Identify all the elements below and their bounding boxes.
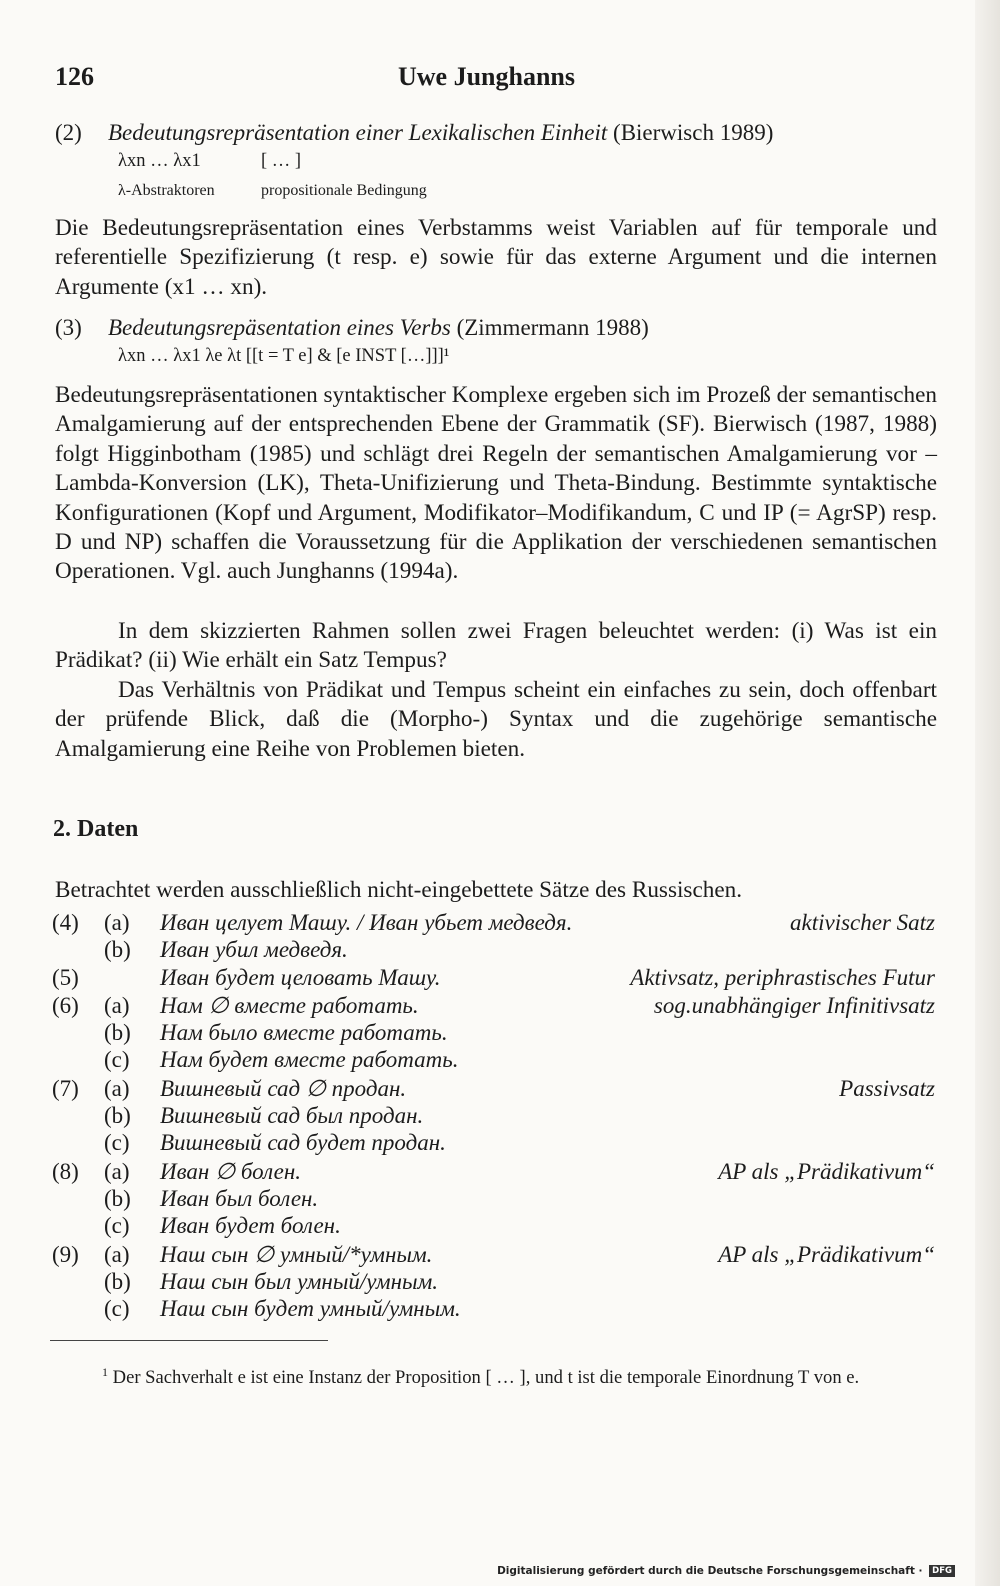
ex5-text: Иван будет целовать Машу. [160, 965, 441, 990]
ex6a-label: (a) [104, 993, 130, 1018]
ex6c-text: Нам будет вместе работать. [160, 1047, 459, 1072]
running-head-author: Uwe Junghanns [398, 62, 576, 91]
ex7b-text: Вишневый сад был продан. [160, 1103, 424, 1128]
ex6b-label: (b) [104, 1020, 131, 1045]
ex9b-label: (b) [104, 1269, 131, 1294]
ex9b-text: Наш сын был умный/умным. [160, 1269, 439, 1294]
paragraph-verhaeltnis [55, 676, 937, 764]
ex4b-label: (b) [104, 937, 131, 962]
ex6c-label: (c) [104, 1047, 130, 1072]
example-2-number: (2) [55, 120, 82, 145]
footnote-text: Der Sachverhalt e ist eine Instanz der Proposition [ … ], und t ist die temporale Einordnung T von e. [112, 1367, 860, 1389]
ex8-category: AP als „Prädikativum“ [718, 1159, 935, 1184]
paragraph-amalgamierung: Bedeutungsrepräsentationen syntaktischer Komplexe ergeben sich im Prozeß der semantischen Amalgamierung auf der entsprechenden Ebene der Grammatik (SF). Bierwisch (1987, 1988) folgt Higginbotham (1985) und schlägt drei Regeln der semantischen Amalgamierung vor – Lambda-Konversion (LK), Theta-Unifizierung und Theta-Bindung. Bestimmte syntaktische Konfigurationen (Kopf und Argument, Modifikator–Modifikandum, C und IP (= AgrSP) resp. D und NP) schaffen die Voraussetzung für die Applikation der verschiedenen semantischen Operationen. Vgl. auch Junghanns (1994a). [55, 382, 937, 585]
example-3-citation: (Zimmermann 1988) [456, 315, 649, 340]
footnote-rule [50, 1340, 328, 1341]
ex4a-label: (a) [104, 910, 130, 935]
ex9a-label: (a) [104, 1242, 130, 1267]
ex7a-label: (a) [104, 1076, 130, 1101]
ex8a-label: (a) [104, 1159, 130, 1184]
ex7c-label: (c) [104, 1130, 130, 1155]
ex6b-text: Нам было вместе работать. [160, 1020, 448, 1045]
credit-text: Digitalisierung gefördert durch die Deutsche Forschungsgemeinschaft [497, 1565, 915, 1577]
ex8c-text: Иван будет болен. [160, 1213, 341, 1238]
footnote-marker: 1 [102, 1365, 108, 1379]
example-2-formula-lambda: λxn … λx1 [118, 151, 201, 171]
book-spine-shadow [975, 0, 1000, 1586]
dfg-logo: DFG [929, 1565, 955, 1577]
ex4-number: (4) [52, 910, 79, 935]
ex9c-label: (c) [104, 1296, 130, 1321]
ex9c-text: Наш сын будет умный/умным. [160, 1296, 461, 1321]
ex7a-text: Вишневый сад ∅ продан. [160, 1076, 407, 1101]
paragraph-verbstamm: Die Bedeutungsrepräsentation eines Verbstamms weist Variablen auf für temporale und referentielle Spezifizierung (t resp. e) sowie für das externe Argument und die internen Argumente (x1 … xn). [55, 215, 937, 300]
example-3-heading [108, 315, 649, 341]
ex7b-label: (b) [104, 1103, 131, 1128]
ex9a-text: Наш сын ∅ умный/*умным. [160, 1242, 433, 1267]
page-number: 126 [55, 62, 94, 91]
ex9-category: AP als „Prädikativum“ [718, 1242, 935, 1267]
ex6-category: sog.unabhängiger Infinitivsatz [653, 993, 935, 1018]
label-bedingung: propositionale Bedingung [261, 182, 427, 199]
example-2-citation: (Bierwisch 1989) [613, 120, 774, 145]
data-intro: Betrachtet werden ausschließlich nicht-eingebettete Sätze des Russischen. [55, 877, 743, 903]
example-2-formula-bracket: [ … ] [261, 151, 302, 171]
example-3-formula: λxn … λx1 λe λt [[t = T e] & [e INST […]]]¹ [118, 346, 450, 366]
example-2-title: Bedeutungsrepräsentation einer Lexikalischen Einheit [108, 120, 608, 145]
ex4b-text: Иван убил медведя. [160, 937, 348, 962]
ex6-number: (6) [52, 993, 79, 1018]
ex9-number: (9) [52, 1242, 79, 1267]
ex8a-text: Иван ∅ болен. [160, 1159, 302, 1184]
ex8b-text: Иван был болен. [160, 1186, 319, 1211]
ex4-category: aktivischer Satz [790, 910, 935, 935]
example-3-number: (3) [55, 315, 82, 340]
paragraph-verhaeltnis-text: Das Verhältnis von Prädikat und Tempus scheint ein einfaches zu sein, doch offenbart der prüfende Blick, daß die (Morpho-) Syntax und die zugehörige semantische Amalgamierung eine Reihe von Problemen bieten. [55, 677, 937, 762]
example-2-heading [108, 120, 773, 146]
ex7c-text: Вишневый сад будет продан. [160, 1130, 446, 1155]
ex7-category: Passivsatz [839, 1076, 935, 1101]
ex8b-label: (b) [104, 1186, 131, 1211]
ex5-category: Aktivsatz, periphrastisches Futur [630, 965, 935, 990]
label-abstraktoren: λ-Abstraktoren [118, 182, 215, 199]
ex4a-text: Иван целует Машу. / Иван убьет медведя. [160, 910, 573, 935]
paragraph-fragen-text: In dem skizzierten Rahmen sollen zwei Fragen beleuchtet werden: (i) Was ist ein Prädikat? (ii) Wie erhält ein Satz Tempus? [55, 618, 937, 674]
section-heading: 2. Daten [53, 816, 139, 842]
example-3-title: Bedeutungsrepäsentation eines Verbs [108, 315, 451, 340]
ex6a-text: Нам ∅ вместе работать. [160, 993, 419, 1018]
footnote [50, 1360, 936, 1390]
paragraph-fragen [55, 617, 937, 676]
digitization-credit: Digitalisierung gefördert durch die Deutsche Forschungsgemeinschaft · DFG [497, 1565, 955, 1577]
ex7-number: (7) [52, 1076, 79, 1101]
ex8-number: (8) [52, 1159, 79, 1184]
ex5-number: (5) [52, 965, 79, 990]
ex8c-label: (c) [104, 1213, 130, 1238]
